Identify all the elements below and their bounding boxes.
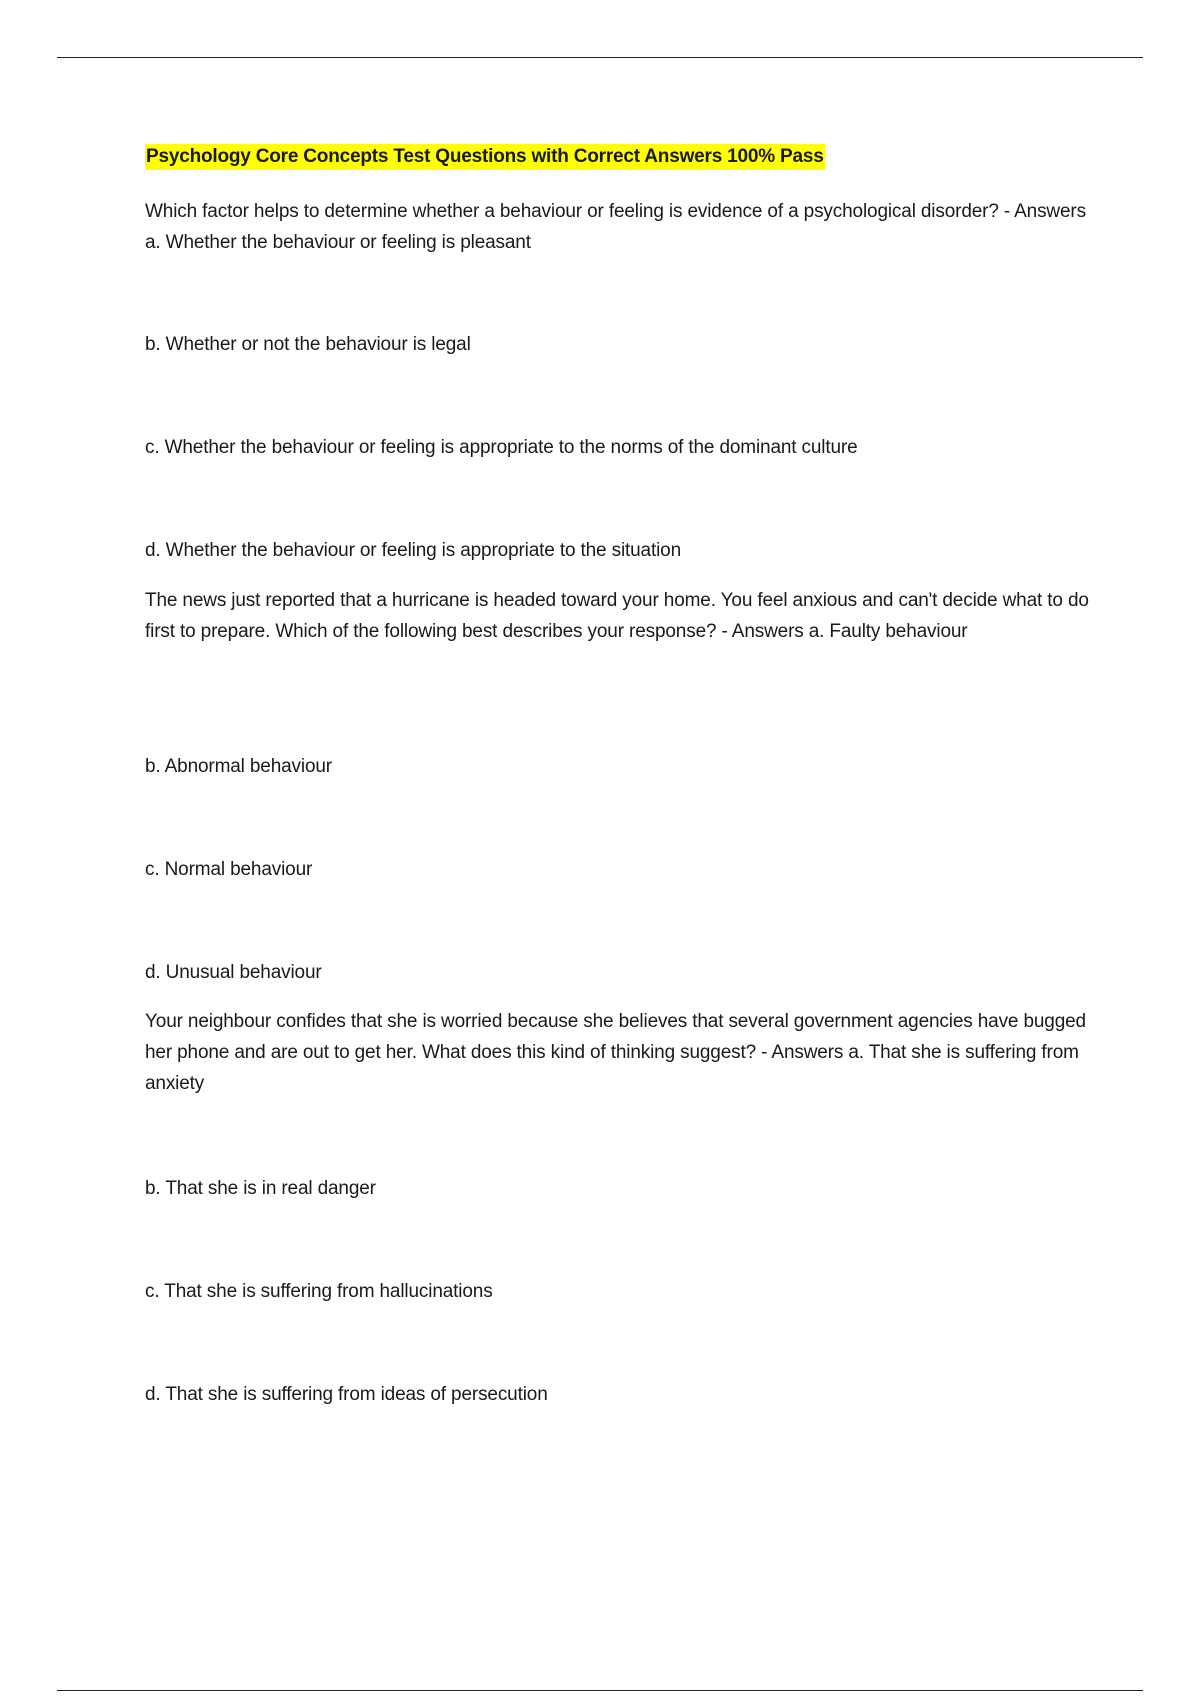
- question-3-option-c: c. That she is suffering from hallucinations: [145, 1281, 493, 1302]
- question-1-option-d: d. Whether the behaviour or feeling is appropriate to the situation: [145, 540, 682, 561]
- question-2-option-c: c. Normal behaviour: [145, 859, 313, 880]
- question-2-prompt: The news just reported that a hurricane is headed toward your home. You feel anxious and can't decide what to do first to prepare. Which of the following best describes your response? - Answers a. Faulty behaviour: [145, 590, 1089, 642]
- question-2-option-b: b. Abnormal behaviour: [145, 756, 332, 777]
- document-title: Psychology Core Concepts Test Questions with Correct Answers 100% Pass: [145, 144, 825, 170]
- question-1-option-c: c. Whether the behaviour or feeling is appropriate to the norms of the dominant culture: [145, 437, 858, 458]
- question-3-option-b: b. That she is in real danger: [145, 1178, 376, 1199]
- question-3-option-d: d. That she is suffering from ideas of persecution: [145, 1384, 548, 1405]
- footer-rule: [57, 1690, 1143, 1691]
- header-rule: [57, 57, 1143, 58]
- question-1-option-b: b. Whether or not the behaviour is legal: [145, 334, 471, 355]
- question-2-option-d: d. Unusual behaviour: [145, 962, 322, 983]
- question-1-prompt: Which factor helps to determine whether a behaviour or feeling is evidence of a psychological disorder? - Answers a. Whether the behaviour or feeling is pleasant: [145, 201, 1086, 253]
- question-3-prompt: Your neighbour confides that she is worried because she believes that several government agencies have bugged her phone and are out to get her. What does this kind of thinking suggest? - Answers a. That she is suffering from anxiety: [145, 1011, 1086, 1094]
